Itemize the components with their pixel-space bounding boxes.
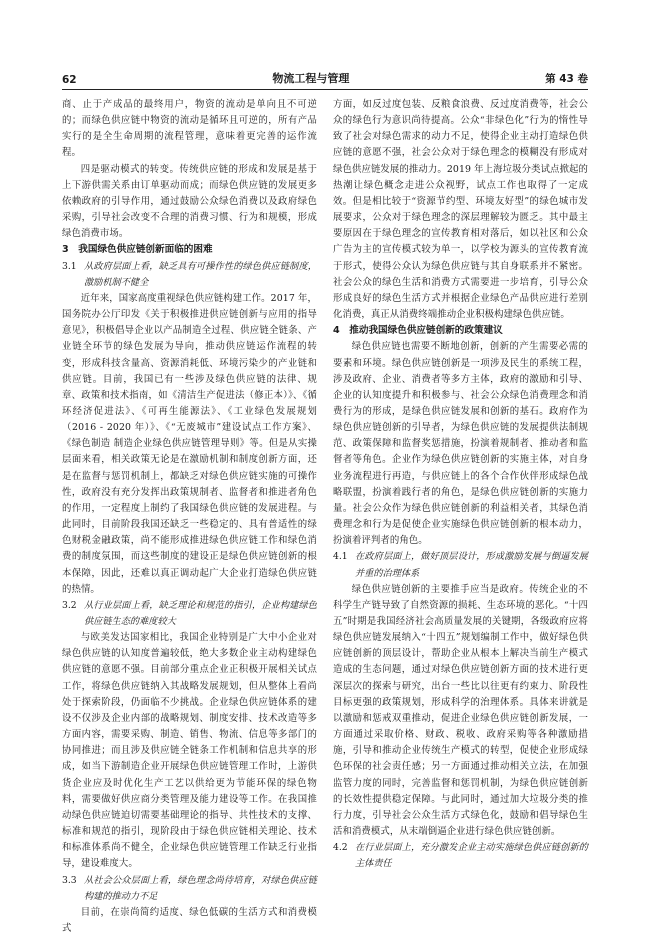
- body-paragraph: 商、止于产成品的最终用户，物资的流动是单向且不可逆的；而绿色供应链中物资的流动是循环且可逆的，所有产品实行的是全生命周期的流程管理，意味着更完善的运作流程。: [62, 99, 317, 159]
- subsection-title: 从社会公众层面上看，绿色理念尚待培育，对绿色供应链构建的推动力不足: [84, 874, 317, 902]
- right-column: [333, 97, 588, 877]
- body-paragraph: 近年来，国家高度重视绿色供应链构建工作。2017 年，国务院办公厅印发《关于积极推进供应链创新与应用的指导意见》，积极倡导企业以产品制造全过程、供应链全链条、产业链全环节的绿色发展为导向，推动供应链运作流程的转变，形成科技含量高、资源消耗低、环境污染少的产业链和供应链。目前，我国已有一些涉及绿色供应链的法律、规章、政策和技术指南，如《清洁生产促进法（修正本）》、《循环经济促进法》、《可再生能源法》、《工业绿色发展规划（2016 - 2020 年）》、《“无废城市”建设试点工作方案》、《绿色制造 制造企业绿色供应链管理导则》等。但是从实操层面来看，相关政策无论是在激励机制和制度创新方面，还是在监督与惩罚机制上，都缺乏对绿色供应链实施的可操作性，政府没有充分发挥出政策规制者、监督者和推进者角色的作用，一定程度上制约了我国绿色供应链的发展进程。与此同时，目前阶段我国还缺乏一些稳定的、具有普适性的绿色财税金融政策，尚不能形成推进绿色供应链工作和绿色消费的制度氛围，而这些制度的建设正是绿色供应链创新的根本保障，因此，还难以真正调动起广大企业打造绿色供应链的热情。: [62, 292, 317, 595]
- subsection-number: 4.1: [333, 551, 348, 563]
- volume-label: 第 43 卷: [545, 73, 588, 85]
- journal-title: 物流工程与管理: [272, 72, 350, 85]
- subsection-title: 在政府层面上，做好顶层设计，形成激励发展与倒逼发展并重的治理体系: [355, 551, 588, 579]
- body-paragraph: 目前，在崇尚简约适度、绿色低碳的生活方式和消费模式: [62, 906, 317, 934]
- subsection-heading: [333, 840, 588, 872]
- subsection-number: 3.2: [62, 599, 77, 611]
- subsection-number: 4.2: [333, 842, 348, 854]
- body-paragraph: 与欧美发达国家相比，我国企业特别是广大中小企业对绿色供应链的认知度普遍较低，绝大多数企业主动构建绿色供应链的意愿不强。目前部分重点企业正积极开展相关试点工作，将绿色供应链纳入其战略发展规划，但从整体上看尚处于探索阶段，仍面临不少挑战。企业绿色供应链体系的建设不仅涉及企业内部的战略规划、制度安排、技术改造等多方面内容，需要采购、制造、销售、物流、信息等多部门的协同推进；而且涉及供应链全链条工作机制和信息共享的形成，如当下游制造企业开展绿色供应链管理工作时，上游供货企业应及时优化生产工艺以供给更为节能环保的绿色物料，需要做好供应商分类管理及能力建设等工作。在我国推动绿色供应链迫切需要基础理论的指导、共性技术的支撑、标准和规范的指引，现阶段由于绿色供应链相关理论、技术和标准体系尚不健全，企业绿色供应链管理工作缺乏行业指导，建设难度大。: [62, 632, 317, 870]
- left-column: [62, 97, 317, 934]
- page-number: 62: [62, 74, 77, 86]
- subsection-number: 3.3: [62, 874, 77, 886]
- body-paragraph: 绿色供应链创新的主要推手应当是政府。传统企业的不科学生产链导致了自然资源的损耗、生态环境的恶化。“十四五”时期是我国经济社会高质量发展的关键期，各级政府应将绿色供应链发展纳入“十四五”规划编制工作中，做好绿色供应链创新的顶层设计，帮助企业从根本上解决当前生产模式造成的生态问题，通过对绿色供应链创新方面的技术进行更深层次的探索与研究，出台一些比以往更有约束力、阶段性目标更强的政策规划，形成科学的治理体系。具体来讲就是以激励和惩戒双重推动，促进企业绿色供应链创新发展，一方面通过采取价格、财政、税收、政府采购等各种激励措施，引导和推动企业传统生产模式的转型，促使企业形成绿色环保的社会责任感；另一方面通过推动相关立法，在加强监管力度的同时，完善监督和惩罚机制，为绿色供应链创新的长效性提供稳定保障。与此同时，通过加大垃圾分类的推行力度，引导社会公众生活方式绿色化，鼓励和倡导绿色生活和消费模式，从末端倒逼企业进行绿色供应链创新。: [333, 583, 588, 838]
- subsection-heading: [62, 598, 317, 630]
- running-header: [62, 68, 588, 90]
- subsection-heading: [62, 259, 317, 291]
- body-paragraph: 四是驱动模式的转变。传统供应链的形成和发展是基于上下游供需关系由订单驱动而成；而绿色供应链的发展更多依赖政府的引导作用，通过鼓励公众绿色消费以及政府绿色采购，引导社会改变不合理的消费习惯、行为和规模，形成绿色消费市场。: [62, 163, 317, 240]
- subsection-heading: [62, 873, 317, 905]
- two-column-body: [62, 97, 588, 934]
- subsection-title: 在行业层面上，充分激发企业主动实施绿色供应链创新的主体责任: [355, 842, 588, 870]
- body-paragraph: 方面，如反过度包装、反粮食浪费、反过度消费等，社会公众的绿色行为意识尚待提高。公众“非绿色化”行为的惰性导致了社会对绿色需求的动力不足，使得企业主动打造绿色供应链的意愿不强，社会公众对于绿色理念的模糊没有形成对绿色供应链发展的推动力。2019 年上海垃圾分类试点掀起的热潮让绿色概念走进公众视野，试点工作也取得了一定成效。但是相比较于“资源节约型、环境友好型”的绿色城市发展要求，公众对于绿色理念的深层理解较为匮乏。其中最主要原因在于绿色理念的宣传教育相对落后，如以社区和公众广告为主的宣传模式较为单一，以学校为源头的宣传教育流于形式，使得公众认为绿色供应链与其自身联系并不紧密。社会公众的绿色生活和消费方式需要进一步培育，引导公众形成良好的绿色生活方式并根据企业绿色产品供应进行差别化消费，真正从消费终端推动企业积极构建绿色供应链。: [333, 99, 588, 321]
- section-heading: 3 我国绿色供应链创新面临的困难: [62, 244, 213, 256]
- subsection-heading: [333, 549, 588, 581]
- subsection-title: 从行业层面上看，缺乏理论和规范的指引，企业构建绿色供应链生态的难度较大: [84, 599, 317, 627]
- body-paragraph: 绿色供应链也需要不断地创新，创新的产生需要必需的要素和环境。绿色供应链创新是一项涉及民生的系统工程，涉及政府、企业、消费者等多方主体，政府的激励和引导、企业的认知度提升和积极参与、社会公众绿色消费理念和消费行为的形成，是绿色供应链发展和创新的基石。政府作为绿色供应链创新的引导者，为绿色供应链的发展提供法制规范、政策保障和监督奖惩措施，扮演着规制者、推动者和监督者等角色。企业作为绿色供应链创新的实施主体，对自身业务流程进行再造，与供应链上的各个合作伙伴形成绿色战略联盟，扮演着践行者的角色，是绿色供应链创新的实施力量。社会公众作为绿色供应链创新的利益相关者，其绿色消费理念和行为是促使企业实施绿色供应链创新的根本动力，扮演着评判者的角色。: [333, 341, 588, 547]
- subsection-number: 3.1: [62, 260, 77, 272]
- subsection-title: 从政府层面上看，缺乏具有可操作性的绿色供应链制度，激励机制不健全: [84, 260, 317, 288]
- section-heading: 4 推动我国绿色供应链创新的政策建议: [333, 325, 503, 337]
